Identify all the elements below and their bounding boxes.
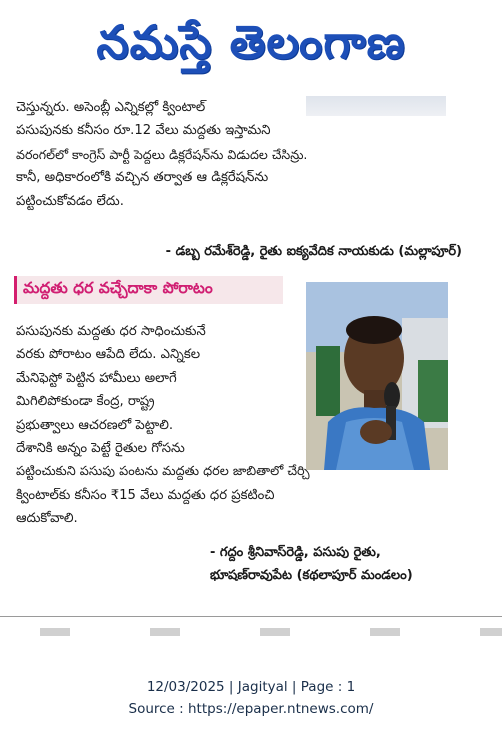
section-heading-text: మద్దతు ధర వచ్చేదాకా పోరాటం	[23, 279, 213, 297]
footer-source: Source : https://epaper.ntnews.com/	[128, 701, 374, 717]
text-line: మేనిఫెస్టో పెట్టిన హామీలు అలాగే	[16, 370, 177, 386]
text-line: పసుపునకు కనీసం రూ.12 వేలు మద్దతు ఇస్తామని	[16, 123, 271, 139]
text-line: క్వింటాల్‌కు కనీసం ₹15 వేలు మద్దతు ధర ప్రకటించి	[16, 487, 275, 503]
text-line: ఆదుకోవాలి.	[16, 511, 78, 527]
masthead	[0, 0, 502, 96]
attribution-name: - గద్దం శ్రీనివాస్‌రెడ్డి, పసుపు రైతు,	[210, 545, 381, 560]
attribution-1: - డబ్బ రమేశ్‌రెడ్డి, రైతు ఐక్యవేదిక నాయకుడు (మల్లాపూర్)	[165, 244, 462, 259]
farmer-photo	[306, 282, 448, 470]
newspaper-logo: నమస్తే తెలంగాణ	[96, 15, 406, 69]
text-line: ప్రభుత్వాలు ఆచరణలో పెట్టాలి.	[16, 417, 174, 433]
farmer-photo-illustration	[306, 282, 448, 470]
news-clipping	[0, 96, 502, 617]
paragraph-1	[16, 96, 307, 213]
text-line: చెస్తున్నరు. అసెంబ్లీ ఎన్నికల్లో క్వింటాల్	[16, 100, 206, 115]
text-line: మిగిలిపోకుండా కేంద్ర, రాష్ట్ర	[16, 394, 155, 410]
text-line: వరకు పోరాటం ఆపేది లేదు. ఎన్నికల	[16, 347, 201, 363]
text-line: దేశానికి అన్నం పెట్టే రైతుల గోసను	[16, 441, 185, 457]
attribution-2	[210, 541, 413, 587]
next-article-fragment	[0, 628, 502, 636]
text-line: కానీ, అధికారంలోకి వచ్చిన తర్వాత ఆ డిక్లరేషన్‌ను	[16, 170, 269, 186]
text-line: పట్టించుకోవడం లేదు.	[16, 193, 124, 209]
attribution-place: భూషణ్‌రావుపేట (కథలాపూర్ మండలం)	[210, 568, 413, 583]
footer-date-edition: 12/03/2025 | Jagityal | Page : 1	[146, 679, 356, 695]
text-line: పట్టించుకుని పసుపు పంటను మద్దతు ధరల జాబితాలో చేర్చి	[16, 464, 310, 480]
footer	[0, 676, 502, 720]
paragraph-2	[16, 320, 310, 531]
section-heading	[14, 276, 283, 304]
text-line: వరంగల్‌లో కాంగ్రెస్ పార్టీ పెద్దలు డిక్లరేషన్‌ను విడుదల చేసిన్రు.	[16, 146, 308, 162]
photo-fragment	[306, 96, 446, 116]
text-line: పసుపునకు మద్దతు ధర సాధించుకునే	[16, 324, 206, 339]
